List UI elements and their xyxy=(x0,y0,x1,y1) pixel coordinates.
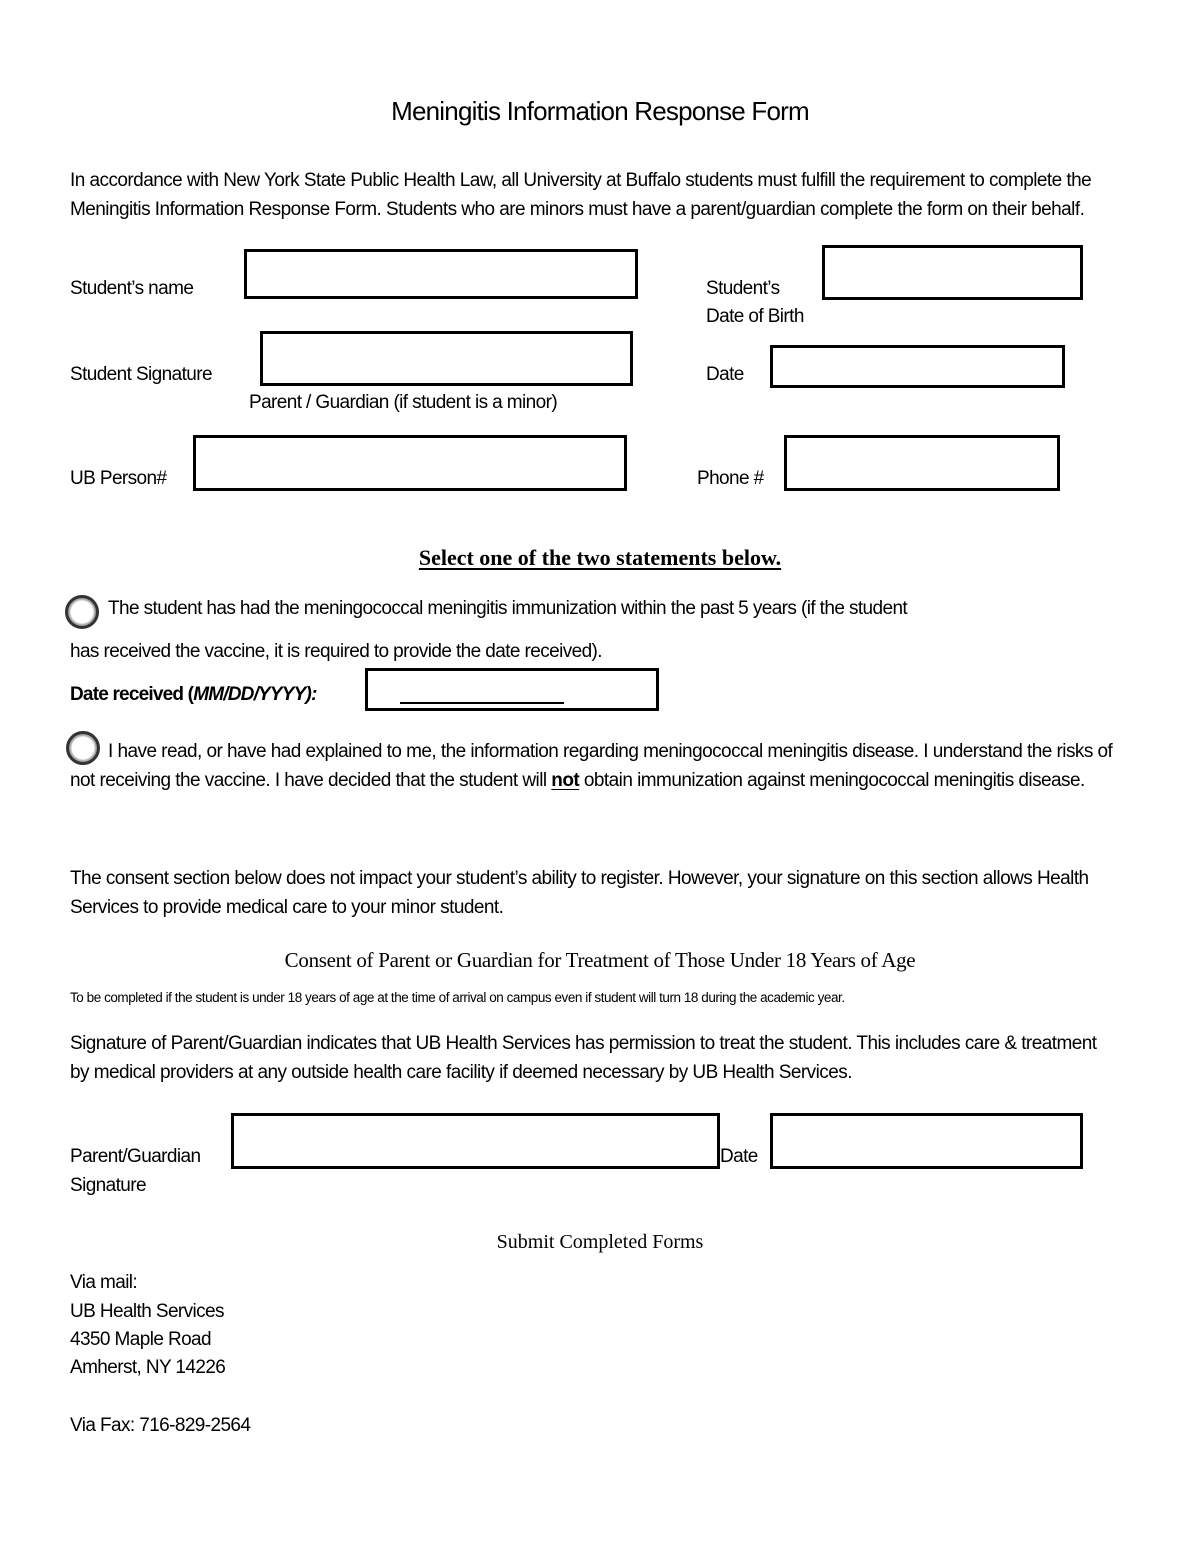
submit-fax: Via Fax: 716-829-2564 xyxy=(70,1415,251,1436)
option-declined-emphasis: not xyxy=(551,770,580,791)
consent-note: The consent section below does not impact your student’s ability to register. However, your signature on this section allows Health Services to provide medical care to your minor student. xyxy=(70,868,1089,918)
student-signature-label: Student Signature xyxy=(70,364,212,385)
guardian-signature-input[interactable] xyxy=(231,1113,720,1169)
phone-input[interactable] xyxy=(784,435,1060,491)
guardian-signature-label-line1: Parent/Guardian xyxy=(70,1146,201,1167)
phone-label: Phone # xyxy=(697,468,764,489)
date-received-input[interactable] xyxy=(365,668,659,711)
guardian-signature-label-line2: Signature xyxy=(70,1175,146,1196)
option-declined-text-before: I have read, or have had explained to me, the information regarding meningococcal meningitis disease. I understand the risks of not receiving the vaccine. I have decided that the student will xyxy=(70,741,1113,791)
student-signature-input[interactable] xyxy=(260,331,633,386)
ub-person-label: UB Person# xyxy=(70,468,167,489)
student-dob-label-line2: Date of Birth xyxy=(706,306,804,327)
date-received-label xyxy=(70,684,317,706)
date-received-label-end: ): xyxy=(305,684,317,705)
student-dob-input[interactable] xyxy=(822,245,1083,300)
submit-mail-label: Via mail: xyxy=(70,1272,138,1293)
date-received-label-text: Date received ( xyxy=(70,684,194,705)
consent-heading: Consent of Parent or Guardian for Treatment of Those Under 18 Years of Age xyxy=(284,948,916,972)
guardian-date-input[interactable] xyxy=(770,1113,1083,1169)
date-input[interactable] xyxy=(770,345,1065,388)
option-vaccinated-radio[interactable] xyxy=(65,595,99,629)
option-vaccinated-text-line1: The student has had the meningococcal meningitis immunization within the past 5 years (if the student xyxy=(108,598,908,619)
option-declined-text-after: obtain immunization against meningococcal meningitis disease. xyxy=(579,770,1085,791)
intro-paragraph: In accordance with New York State Public Health Law, all University at Buffalo students must fulfill the requirement to complete the Meningitis Information Response Form. Students who are minors must have a parent/guardian complete the form on their behalf. xyxy=(70,170,1092,220)
option-declined-text xyxy=(70,737,1130,795)
option-vaccinated-text-line2: has received the vaccine, it is required to provide the date received). xyxy=(70,641,602,662)
consent-body: Signature of Parent/Guardian indicates that UB Health Services has permission to treat the student. This includes care & treatment by medical providers at any outside health care facility if deemed necessary by UB Health Services. xyxy=(70,1033,1097,1083)
select-heading: Select one of the two statements below. xyxy=(418,545,782,570)
address-line-3: Amherst, NY 14226 xyxy=(70,1357,226,1378)
student-name-input[interactable] xyxy=(244,249,638,299)
address-line-2: 4350 Maple Road xyxy=(70,1329,211,1350)
ub-person-input[interactable] xyxy=(193,435,627,491)
form-title: Meningitis Information Response Form xyxy=(391,96,809,126)
date-format-hint: MM/DD/YYYY xyxy=(193,684,306,705)
submit-heading: Submit Completed Forms xyxy=(496,1231,704,1253)
guardian-date-label: Date xyxy=(720,1146,758,1167)
student-dob-label-line1: Student’s xyxy=(706,278,780,299)
address-line-1: UB Health Services xyxy=(70,1301,224,1322)
student-signature-sublabel: Parent / Guardian (if student is a minor) xyxy=(249,392,558,413)
consent-fineprint: To be completed if the student is under 18 years of age at the time of arrival on campus even if student will turn 18 during the academic year. xyxy=(70,990,845,1005)
student-name-label: Student’s name xyxy=(70,278,194,299)
date-label: Date xyxy=(706,364,744,385)
date-received-underline xyxy=(400,702,564,704)
